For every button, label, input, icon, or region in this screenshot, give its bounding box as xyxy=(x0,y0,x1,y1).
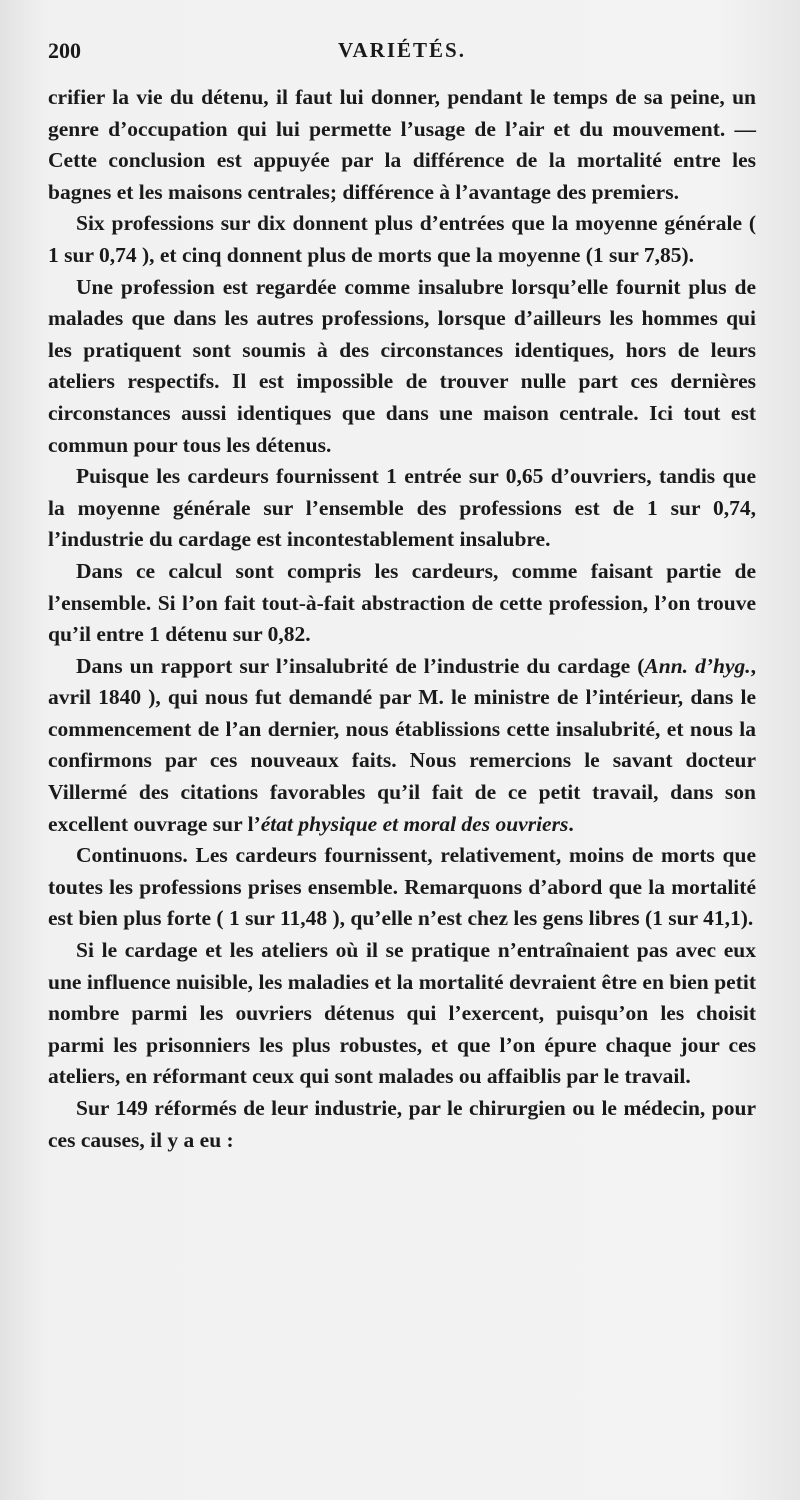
paragraph-4: Puisque les cardeurs fournissent 1 entrée sur 0,65 d’ouvriers, tandis que la moyenne générale sur l’ensemble des professions est de 1 sur 0,74, l’industrie du cardage est incontestablement insalubre. xyxy=(48,464,756,552)
paragraph-9: Sur 149 réformés de leur industrie, par le chirurgien ou le médecin, pour ces causes, il y a eu : xyxy=(48,1096,756,1152)
paragraph-6-part-1: Dans un rapport sur l’insalubrité de l’industrie du cardage ( xyxy=(76,653,645,678)
paragraph-1: crifier la vie du détenu, il faut lui donner, pendant le temps de sa peine, un genre d’occupation qui lui permette l’usage de l’air et du mouvement. — Cette conclusion est appuyée par la différence de la mortalité entre les bagnes et les maisons centrales; différence à l’avantage des premiers. xyxy=(48,85,756,204)
paragraph-6-part-3: . xyxy=(568,811,574,836)
journal-citation: Ann. d’hyg. xyxy=(644,653,751,678)
paragraph-7: Continuons. Les cardeurs fournissent, relativement, moins de morts que toutes les professions prises ensemble. Remarquons d’abord que la mortalité est bien plus forte ( 1 sur 11,48 ), qu’elle n’est chez les gens libres (1 sur 41,1). xyxy=(48,843,756,931)
paragraph-2: Six professions sur dix donnent plus d’entrées que la moyenne générale ( 1 sur 0,74 ), et cinq donnent plus de morts que la moyenne (1 sur 7,85). xyxy=(48,211,756,267)
paragraph-8: Si le cardage et les ateliers où il se pratique n’entraînaient pas avec eux une influence nuisible, les maladies et la mortalité devraient être en bien petit nombre parmi les ouvriers détenus qui l’exercent, puisqu’on les choisit parmi les prisonniers les plus robustes, et que l’on épure chaque jour ces ateliers, en réformant ceux qui sont malades ou affaiblis par le travail. xyxy=(48,938,756,1089)
body-text xyxy=(48,82,756,1156)
paragraph-3: Une profession est regardée comme insalubre lorsqu’elle fournit plus de malades que dans les autres professions, lorsque d’ailleurs les hommes qui les pratiquent sont soumis à des circonstances identiques, hors de leurs ateliers respectifs. Il est impossible de trouver nulle part ces dernières circonstances aussi identiques que dans une maison centrale. Ici tout est commun pour tous les détenus. xyxy=(48,274,756,457)
page-number: 200 xyxy=(48,38,81,63)
running-title: VARIÉTÉS. xyxy=(338,38,466,62)
page-header xyxy=(48,38,756,82)
paragraph-6 xyxy=(48,651,756,841)
book-title-citation: état physique et moral des ouvriers xyxy=(260,811,569,836)
paragraph-5: Dans ce calcul sont compris les cardeurs, comme faisant partie de l’ensemble. Si l’on fait tout-à-fait abstraction de cette profession, l’on trouve qu’il entre 1 détenu sur 0,82. xyxy=(48,558,756,647)
paragraph-6-part-2: , avril 1840 ), qui nous fut demandé par M. le ministre de l’intérieur, dans le commencement de l’an dernier, nous établissions cette insalubrité, et nous la confirmons par ces nouveaux faits. Nous remercions le savant docteur Villermé des citations favorables qu’il fait de ce petit travail, dans son excellent ouvrage sur l’ xyxy=(48,653,756,836)
